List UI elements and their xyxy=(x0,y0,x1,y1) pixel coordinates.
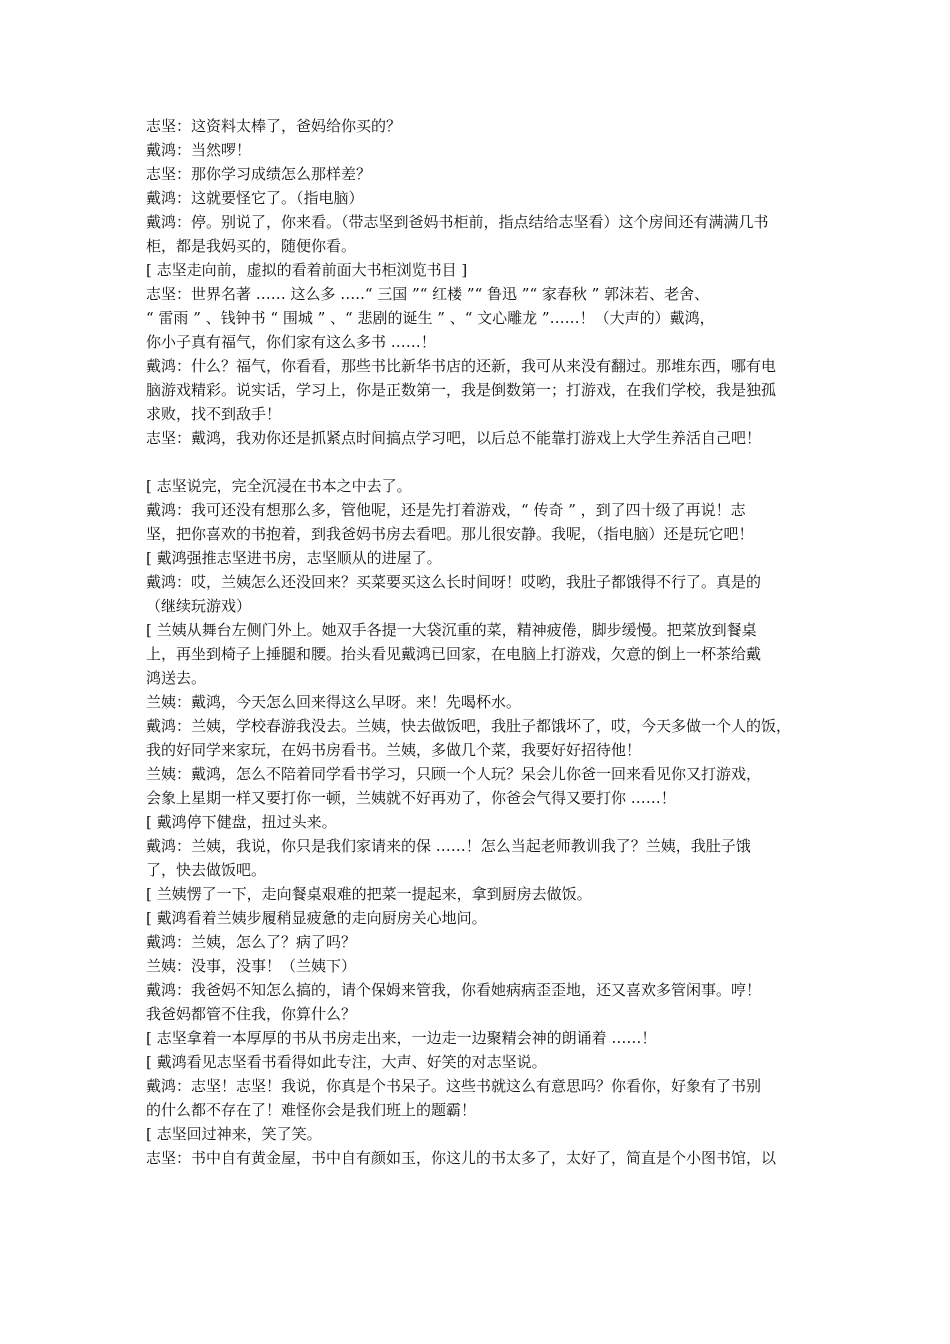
text-line: [ 戴鸿强推志坚进书房，志坚顺从的进屋了。 xyxy=(146,549,442,567)
text-line: 戴鸿：兰姨，怎么了？病了吗？ xyxy=(146,933,357,951)
text-line: 鸿送去。 xyxy=(146,669,207,687)
text-line: [ 兰姨从舞台左侧门外上。她双手各提一大袋沉重的菜，精神疲倦，脚步缓慢。把菜放到餐桌 xyxy=(146,621,757,639)
text-line: 戴鸿：兰姨，学校春游我没去。兰姨，快去做饭吧，我肚子都饿坏了，哎，今天多做一个人的饭， xyxy=(146,717,792,735)
text-line: 求败，找不到敌手！ xyxy=(146,405,282,423)
text-line: 我的好同学来家玩，在妈书房看书。兰姨，多做几个菜，我要好好招待他！ xyxy=(146,741,642,759)
text-line: 兰姨：戴鸿，今天怎么回来得这么早呀。来！先喝杯水。 xyxy=(146,693,522,711)
text-line: 戴鸿：兰姨，我说，你只是我们家请来的保 ……！怎么当起老师教训我了？兰姨，我肚子饿 xyxy=(146,837,751,855)
text-line: 戴鸿：停。别说了，你来看。（带志坚到爸妈书柜前，指点结给志坚看）这个房间还有满满几书 xyxy=(146,213,769,231)
text-line: 了，快去做饭吧。 xyxy=(146,861,267,879)
blank-line xyxy=(146,450,822,474)
text-line: [ 戴鸿停下健盘，扭过头来。 xyxy=(146,813,337,831)
text-line: [ 志坚拿着一本厚厚的书从书房走出来，一边走一边聚精会神的朗诵着 ……！ xyxy=(146,1029,657,1047)
text-line: （继续玩游戏） xyxy=(146,597,252,615)
text-line: 戴鸿：我可还没有想那么多，管他呢，还是先打着游戏，“ 传奇 ” ，到了四十级了再说！志 xyxy=(146,501,746,519)
text-line: 脑游戏精彩。说实话，学习上，你是正数第一，我是倒数第一；打游戏，在我们学校，我是独孤 xyxy=(146,381,777,399)
text-line: 柜，都是我妈买的，随便你看。 xyxy=(146,237,357,255)
text-line: [ 志坚走向前，虚拟的看着前面大书柜浏览书目 ] xyxy=(146,261,468,279)
text-line: 戴鸿：志坚！志坚！我说，你真是个书呆子。这些书就这么有意思吗？你看你，好象有了书别 xyxy=(146,1077,762,1095)
text-line: [ 戴鸿看见志坚看书看得如此专注，大声、好笑的对志坚说。 xyxy=(146,1053,547,1071)
text-line: [ 兰姨愣了一下，走向餐桌艰难的把菜一提起来，拿到厨房去做饭。 xyxy=(146,885,592,903)
script-text-body xyxy=(146,114,822,1170)
text-line: [ 志坚说完，完全沉浸在书本之中去了。 xyxy=(146,477,412,495)
text-line: 戴鸿：我爸妈不知怎么搞的，请个保姆来管我，你看她病病歪歪地，还又喜欢多管闲事。哼！ xyxy=(146,981,762,999)
text-line: 兰姨：没事，没事！（兰姨下） xyxy=(146,957,357,975)
text-line: 志坚：这资料太棒了，爸妈给你买的？ xyxy=(146,117,402,135)
text-line: 志坚：世界名著 …… 这么多 …..“ 三国 ”“ 红楼 ”“ 鲁迅 ”“ 家春秋 ” 郭沫若、老舍、 xyxy=(146,285,710,303)
text-line: [ 戴鸿看着兰姨步履稍显疲惫的走向厨房关心地问。 xyxy=(146,909,487,927)
text-line: [ 志坚回过神来，笑了笑。 xyxy=(146,1125,322,1143)
text-line: “ 雷雨 ” 、钱钟书 “ 围城 ” 、“ 悲剧的诞生 ” 、“ 文心雕龙 ”……！（大声的）戴鸿， xyxy=(146,309,715,327)
text-line: 戴鸿：当然啰！ xyxy=(146,141,252,159)
text-line: 你小子真有福气，你们家有这么多书 ……！ xyxy=(146,333,436,351)
text-line: 戴鸿：什么？福气，你看看，那些书比新华书店的还新，我可从来没有翻过。那堆东西，哪有电 xyxy=(146,357,777,375)
text-line: 志坚：戴鸿，我劝你还是抓紧点时间搞点学习吧，以后总不能靠打游戏上大学生养活自己吧！ xyxy=(146,429,762,447)
text-line: 戴鸿：这就要怪它了。（指电脑） xyxy=(146,189,364,207)
text-line: 我爸妈都管不住我，你算什么？ xyxy=(146,1005,357,1023)
text-line: 志坚：那你学习成绩怎么那样差？ xyxy=(146,165,372,183)
text-line: 的什么都不存在了！难怪你会是我们班上的题霸！ xyxy=(146,1101,477,1119)
text-line: 戴鸿：哎，兰姨怎么还没回来？买菜要买这么长时间呀！哎哟，我肚子都饿得不行了。真是的 xyxy=(146,573,762,591)
text-line: 上，再坐到椅子上捶腿和腰。抬头看见戴鸿已回家，在电脑上打游戏，欠意的倒上一杯茶给戴 xyxy=(146,645,762,663)
text-line: 志坚：书中自有黄金屋，书中自有颜如玉，你这儿的书太多了，太好了，简直是个小图书馆，以 xyxy=(146,1149,777,1167)
text-line: 坚，把你喜欢的书抱着，到我爸妈书房去看吧。那儿很安静。我呢，（指电脑）还是玩它吧！ xyxy=(146,525,754,543)
text-line: 会象上星期一样又要打你一顿，兰姨就不好再劝了，你爸会气得又要打你 ……！ xyxy=(146,789,676,807)
text-line: 兰姨：戴鸿，怎么不陪着同学看书学习，只顾一个人玩？呆会儿你爸一回来看见你又打游戏， xyxy=(146,765,762,783)
